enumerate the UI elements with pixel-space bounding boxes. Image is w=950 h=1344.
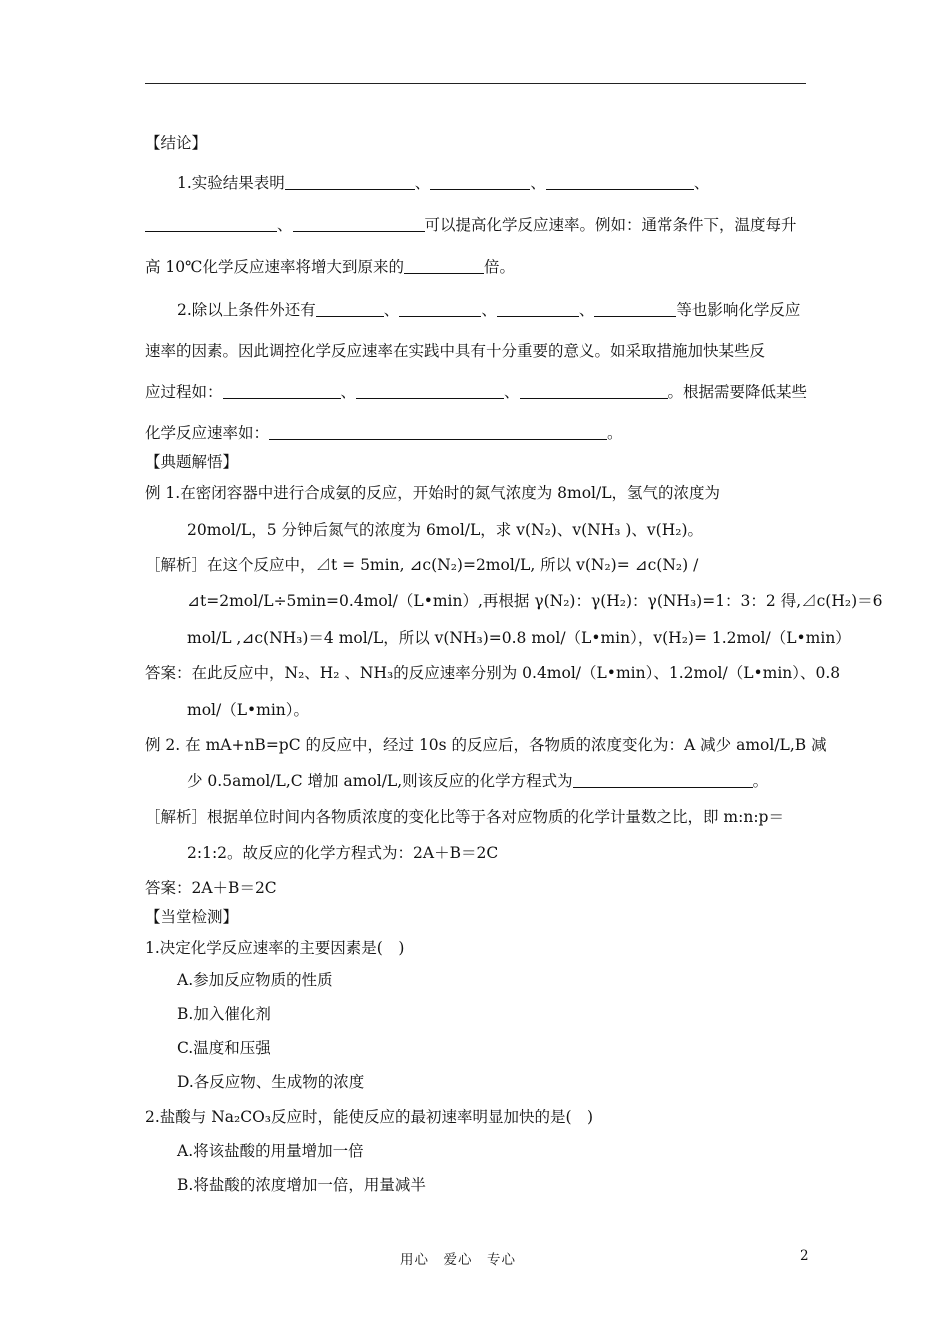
ex2-answer: 答案：2A＋B＝2C (145, 879, 277, 897)
conclusion-p1-line1: 1.实验结果表明 、 、 、 (177, 174, 710, 192)
fill-blank (520, 383, 668, 399)
fill-blank (546, 174, 694, 190)
q2-stem: 2.盐酸与 Na₂CO₃反应时，能使反应的最初速率明显加快的是( ) (145, 1108, 594, 1126)
conclusion-p2-line4: 化学反应速率如： 。 (145, 424, 623, 442)
ex1-line2: 20mol/L，5 分钟后氮气的浓度为 6mol/L，求 v(N₂)、v(NH₃ )、v(H₂)。 (187, 521, 704, 539)
ex1-line1: 例 1.在密闭容器中进行合成氨的反应，开始时的氮气浓度为 8mol/L，氢气的浓度为 (145, 484, 721, 502)
ex1-analysis-line1: ［解析］在这个反应中，⊿t = 5min, ⊿c(N₂)=2mol/L, 所以 v(N₂)= ⊿c(N₂) / (145, 556, 699, 574)
fill-blank (399, 301, 481, 317)
conclusion-p2-line1: 2.除以上条件外还有 、 、 、 等也影响化学反应 (177, 301, 801, 319)
ex2-analysis-line2: 2:1:2。故反应的化学方程式为：2A＋B＝2C (187, 844, 499, 862)
fill-blank (293, 216, 425, 232)
header-rule (145, 83, 806, 84)
ex2-line1: 例 2. 在 mA+nB=pC 的反应中，经过 10s 的反应后，各物质的浓度变化为：A 减少 amol/L,B 减 (145, 736, 827, 754)
fill-blank (269, 424, 607, 440)
conclusion-p1-line3: 高 10℃化学反应速率将增大到原来的 倍。 (145, 258, 516, 276)
q1-option-c: C.温度和压强 (177, 1039, 271, 1057)
q1-stem: 1.决定化学反应速率的主要因素是( ) (145, 939, 405, 957)
fill-blank (285, 174, 415, 190)
conclusion-p2-line2: 速率的因素。因此调控化学反应速率在实践中具有十分重要的意义。如采取措施加快某些反 (145, 342, 766, 360)
fill-blank (497, 301, 579, 317)
ex1-analysis-line2: ⊿t=2mol/L÷5min=0.4mol/（L•min）,再根据 γ(N₂)：γ(H₂)：γ(NH₃)=1：3：2 得,⊿c(H₂)＝6 (187, 592, 883, 610)
fill-blank (573, 772, 753, 788)
q2-option-b: B.将盐酸的浓度增加一倍，用量减半 (177, 1176, 426, 1194)
conclusion-p1-line2: 、 可以提高化学反应速率。例如：通常条件下，温度每升 (145, 215, 797, 235)
q2-option-a: A.将该盐酸的用量增加一倍 (177, 1142, 364, 1160)
q1-option-a: A.参加反应物质的性质 (177, 971, 333, 989)
footer-motto: 用心 爱心 专心 (400, 1252, 516, 1268)
examples-heading: 【典题解悟】 (145, 453, 239, 471)
q1-option-d: D.各反应物、生成物的浓度 (177, 1073, 365, 1091)
quiz-heading: 【当堂检测】 (145, 908, 239, 926)
fill-blank (404, 258, 484, 274)
ex2-line2: 少 0.5amol/L,C 增加 amol/L,则该反应的化学方程式为 。 (187, 772, 769, 790)
fill-blank (316, 301, 384, 317)
ex2-analysis-line1: ［解析］根据单位时间内各物质浓度的变化比等于各对应物质的化学计量数之比，即 m:n:p＝ (145, 808, 784, 826)
ex1-answer-line1: 答案：在此反应中，N₂、H₂ 、NH₃的反应速率分别为 0.4mol/（L•min）、1.2mol/（L•min）、0.8 (145, 664, 841, 682)
q1-option-b: B.加入催化剂 (177, 1005, 271, 1023)
fill-blank (356, 383, 504, 399)
conclusion-heading: 【结论】 (145, 134, 208, 152)
fill-blank (145, 216, 277, 232)
fill-blank (430, 174, 530, 190)
ex1-answer-line2: mol/（L•min）。 (187, 701, 310, 719)
page-number: 2 (800, 1248, 809, 1264)
conclusion-p2-line3: 应过程如： 、 、 。根据需要降低某些 (145, 383, 808, 401)
ex1-analysis-line3: mol/L ,⊿c(NH₃)＝4 mol/L，所以 v(NH₃)=0.8 mol/（L•min），v(H₂)= 1.2mol/（L•min） (187, 629, 851, 647)
fill-blank (223, 383, 341, 399)
fill-blank (594, 301, 676, 317)
